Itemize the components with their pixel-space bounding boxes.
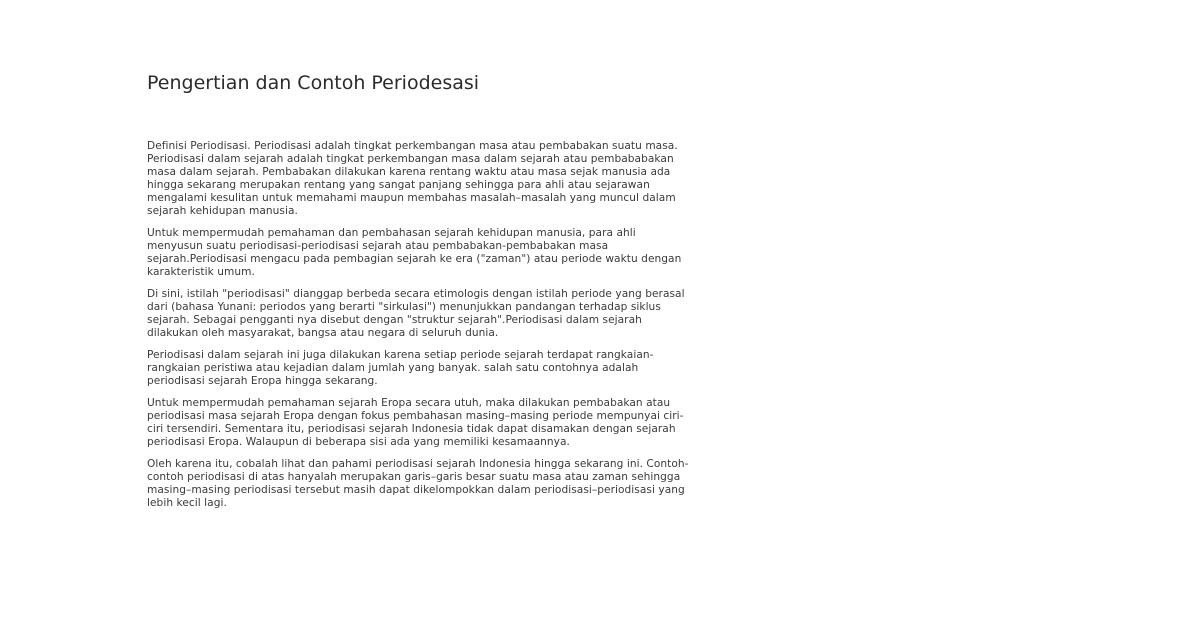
text-line: ciri tersendiri. Sementara itu, periodisasi sejarah Indonesia tidak dapat disamakan dengan sejarah bbox=[147, 423, 676, 435]
document-title: Pengertian dan Contoh Periodesasi bbox=[147, 72, 480, 94]
text-line: sejarah.Periodisasi mengacu pada pembagian sejarah ke era ("zaman") atau periode waktu dengan bbox=[147, 253, 682, 265]
text-line: Untuk mempermudah pemahaman sejarah Eropa secara utuh, maka dilakukan pembabakan atau bbox=[147, 397, 671, 409]
paragraph-europe bbox=[147, 397, 1052, 449]
text-line: hingga sekarang merupakan rentang yang sangat panjang sehingga para ahli atau sejarawan bbox=[147, 179, 650, 191]
text-line: periodisasi sejarah Eropa hingga sekarang. bbox=[147, 375, 378, 387]
text-line: mengalami kesulitan untuk memahami maupun membahas masalah–masalah yang muncul dalam bbox=[147, 192, 676, 204]
paragraph-understanding bbox=[147, 227, 1052, 279]
document-body bbox=[147, 140, 1052, 519]
text-line: contoh periodisasi di atas hanyalah merupakan garis–garis besar suatu masa atau zaman sehingga bbox=[147, 471, 681, 483]
text-line: dari (bahasa Yunani: periodos yang berarti "sirkulasi") menunjukkan pandangan terhadap siklus bbox=[147, 301, 661, 313]
paragraph-events bbox=[147, 349, 1052, 388]
text-line: masa dalam sejarah. Pembabakan dilakukan karena rentang waktu atau masa sejak manusia ada bbox=[147, 166, 671, 178]
text-line: Oleh karena itu, cobalah lihat dan pahami periodisasi sejarah Indonesia hingga sekarang ini. Contoh- bbox=[147, 458, 689, 470]
text-line: rangkaian peristiwa atau kejadian dalam jumlah yang banyak. salah satu contohnya adalah bbox=[147, 362, 639, 374]
text-line: masing–masing periodisasi tersebut masih dapat dikelompokkan dalam periodisasi–periodisasi yang bbox=[147, 484, 685, 496]
paragraph-definition bbox=[147, 140, 1052, 218]
text-line: karakteristik umum. bbox=[147, 266, 255, 278]
text-line: lebih kecil lagi. bbox=[147, 497, 227, 509]
text-line: periodisasi masa sejarah Eropa dengan fokus pembahasan masing–masing periode mempunyai ciri- bbox=[147, 410, 684, 422]
text-line: sejarah. Sebagai pengganti nya disebut dengan "struktur sejarah".Periodisasi dalam sejarah bbox=[147, 314, 642, 326]
text-line: Di sini, istilah "periodisasi" dianggap berbeda secara etimologis dengan istilah periode yang berasal bbox=[147, 288, 685, 300]
text-line: sejarah kehidupan manusia. bbox=[147, 205, 298, 217]
text-line: Periodisasi dalam sejarah adalah tingkat perkembangan masa dalam sejarah atau pembababakan bbox=[147, 153, 674, 165]
paragraph-conclusion bbox=[147, 458, 1052, 510]
text-line: menyusun suatu periodisasi-periodisasi sejarah atau pembabakan-pembabakan masa bbox=[147, 240, 609, 252]
text-line: dilakukan oleh masyarakat, bangsa atau negara di seluruh dunia. bbox=[147, 327, 499, 339]
paragraph-etymology bbox=[147, 288, 1052, 340]
text-line: Definisi Periodisasi. Periodisasi adalah tingkat perkembangan masa atau pembabakan suatu masa. bbox=[147, 140, 678, 152]
text-line: periodisasi Eropa. Walaupun di beberapa sisi ada yang memiliki kesamaannya. bbox=[147, 436, 570, 448]
text-line: Periodisasi dalam sejarah ini juga dilakukan karena setiap periode sejarah terdapat rangkaian- bbox=[147, 349, 654, 361]
text-line: Untuk mempermudah pemahaman dan pembahasan sejarah kehidupan manusia, para ahli bbox=[147, 227, 636, 239]
